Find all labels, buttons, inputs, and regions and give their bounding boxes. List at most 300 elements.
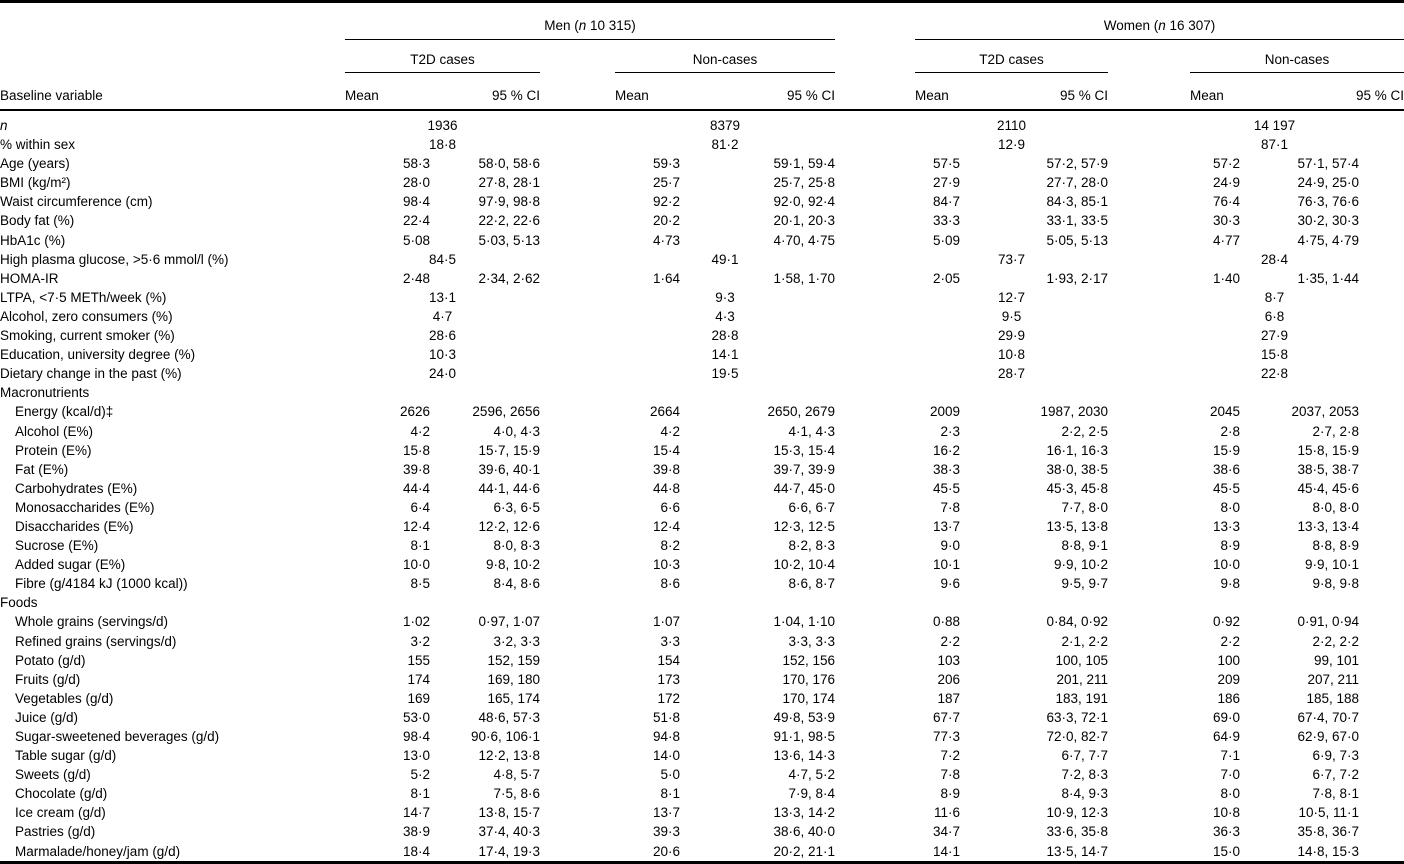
ci-cell: 185, 188 [1306, 690, 1360, 706]
subgroup-women-non-cases: Non-cases [1190, 40, 1404, 73]
spacer-cell [1108, 498, 1190, 517]
spacer-cell [540, 479, 615, 498]
mean-cell: 155 [407, 652, 430, 668]
mean-cell: 59·3 [652, 156, 680, 172]
spacer-cell [835, 612, 915, 631]
mean-cell: 10·8 [1212, 805, 1241, 821]
ci-cell: 97·9, 98·8 [478, 194, 540, 210]
mean-cell: 13·0 [402, 748, 430, 764]
mean-cell: 51·8 [652, 709, 680, 725]
spacer-cell [1108, 364, 1190, 383]
mean-cell: 2664 [649, 404, 680, 420]
ci-cell: 6·7, 7·7 [1061, 748, 1109, 764]
row-label: Sucrose (E%) [15, 538, 99, 554]
ci-cell: 25·7, 25·8 [773, 175, 836, 191]
ci-cell: 8·0, 8·3 [493, 538, 540, 554]
mean-cell: 9·0 [940, 538, 961, 554]
ci-cell: 2·2, 2·5 [1061, 423, 1109, 439]
row-label: Added sugar (E%) [15, 557, 126, 573]
mean-cell: 69·0 [1212, 709, 1241, 725]
value-cell: 13·1 [428, 289, 457, 305]
ci-cell: 10·9, 12·3 [1046, 805, 1109, 821]
table-row [0, 670, 1404, 689]
spacer-cell [835, 632, 915, 651]
row-label: Education, university degree (%) [0, 347, 196, 363]
spacer-cell [540, 842, 615, 863]
ci-cell: 1·04, 1·10 [773, 614, 836, 630]
table-row [0, 110, 1404, 135]
value-cell: 15·8 [1261, 347, 1289, 363]
ci-cell: 201, 211 [1056, 671, 1109, 687]
mean-cell: 7·1 [1220, 748, 1241, 764]
mean-cell: 12·4 [652, 518, 680, 534]
spacer-cell [540, 498, 615, 517]
ci-cell: 76·3, 76·6 [1297, 194, 1360, 210]
mean-cell: 7·8 [940, 767, 961, 783]
mean-cell: 76·4 [1212, 194, 1241, 210]
ci-cell: 0·84, 0·92 [1046, 614, 1109, 630]
ci-cell: 33·6, 35·8 [1046, 824, 1109, 840]
row-label: Monosaccharides (E%) [15, 499, 155, 515]
value-cell: 28·8 [711, 328, 739, 344]
table-row [0, 632, 1404, 651]
spacer-cell [1108, 536, 1190, 555]
ci-cell: 9·9, 10·2 [1053, 557, 1109, 573]
spacer-cell [1108, 651, 1190, 670]
table-row [0, 574, 1404, 593]
mean-cell: 2626 [399, 404, 430, 420]
ci-header-women-noncases: 95 % CI [1240, 73, 1404, 111]
mean-cell: 187 [937, 690, 961, 706]
row-label: Sugar-sweetened beverages (g/d) [15, 729, 220, 744]
value-cell: 2110 [997, 118, 1027, 133]
mean-cell: 8·5 [410, 576, 430, 592]
ci-cell: 4·7, 5·2 [788, 767, 836, 783]
mean-cell: 18·4 [402, 843, 430, 859]
ci-cell: 170, 176 [782, 671, 836, 687]
table-row [0, 784, 1404, 803]
spacer-cell [835, 651, 915, 670]
mean-cell: 8·1 [660, 786, 680, 802]
stub-header: Baseline variable [0, 2, 345, 111]
mean-cell: 0·92 [1212, 614, 1241, 630]
ci-cell: 13·3, 13·4 [1297, 518, 1360, 534]
mean-cell: 33·3 [932, 213, 961, 229]
spacer-cell [1108, 670, 1190, 689]
ci-cell: 58·0, 58·6 [478, 156, 540, 172]
mean-cell: 57·5 [932, 156, 961, 172]
table-row [0, 192, 1404, 211]
value-cell: 12·7 [998, 289, 1026, 305]
spacer-cell [1108, 842, 1190, 863]
row-label: Refined grains (servings/d) [15, 633, 177, 649]
spacer-cell [835, 40, 915, 73]
ci-cell: 1987, 2030 [1040, 404, 1109, 420]
ci-cell: 4·8, 5·7 [493, 767, 540, 783]
ci-cell: 3·3, 3·3 [788, 633, 836, 649]
value-cell: 27·9 [1261, 328, 1289, 344]
ci-cell: 4·70, 4·75 [773, 232, 836, 248]
mean-cell: 13·3 [1212, 518, 1241, 534]
mean-cell: 98·4 [402, 729, 430, 744]
mean-cell: 15·0 [1212, 843, 1241, 859]
spacer-cell [540, 632, 615, 651]
spacer-cell [1108, 555, 1190, 574]
group-header-row [0, 2, 1404, 40]
mean-cell: 103 [937, 652, 961, 668]
spacer-cell [1108, 269, 1190, 288]
row-label: Body fat (%) [0, 213, 75, 229]
row-label: Potato (g/d) [15, 652, 86, 668]
row-label: Vegetables (g/d) [15, 690, 114, 706]
ci-header-men-noncases: 95 % CI [680, 73, 835, 111]
mean-cell: 7·0 [1220, 767, 1241, 783]
spacer-cell [835, 670, 915, 689]
spacer-cell [1108, 422, 1190, 441]
row-label: Pastries (g/d) [15, 824, 96, 840]
spacer-cell [835, 441, 915, 460]
ci-cell: 13·5, 14·7 [1046, 843, 1109, 859]
mean-cell: 13·7 [932, 518, 961, 534]
ci-cell: 1·35, 1·44 [1297, 270, 1360, 286]
mean-cell: 45·5 [1212, 480, 1241, 496]
mean-cell: 8·1 [410, 538, 430, 554]
row-label: % within sex [0, 137, 76, 153]
ci-cell: 7·8, 8·1 [1312, 786, 1360, 802]
ci-cell: 2·2, 2·2 [1312, 633, 1360, 649]
value-cell: 9·5 [1001, 308, 1022, 324]
spacer-cell [540, 250, 615, 269]
mean-cell: 8·6 [660, 576, 680, 592]
row-label: Table sugar (g/d) [15, 748, 117, 764]
spacer-cell [1108, 803, 1190, 822]
spacer-cell [540, 288, 615, 307]
ci-cell: 17·4, 19·3 [478, 843, 540, 859]
spacer-cell [1108, 574, 1190, 593]
spacer-cell [1108, 765, 1190, 784]
mean-cell: 15·9 [1212, 442, 1241, 458]
mean-cell: 2045 [1209, 404, 1241, 420]
spacer-cell [1108, 40, 1190, 73]
table-row [0, 689, 1404, 708]
ci-cell: 62·9, 67·0 [1297, 729, 1360, 744]
spacer-cell [540, 517, 615, 536]
ci-cell: 5·03, 5·13 [478, 232, 540, 248]
spacer-cell [835, 110, 915, 135]
spacer-cell [835, 517, 915, 536]
mean-cell: 169 [407, 690, 430, 706]
ci-cell: 45·4, 45·6 [1297, 480, 1360, 496]
table-row [0, 803, 1404, 822]
spacer-cell [540, 364, 615, 383]
spacer-cell [835, 154, 915, 173]
mean-cell: 25·7 [652, 175, 680, 191]
value-cell: 81·2 [711, 137, 739, 153]
spacer-cell [540, 173, 615, 192]
table-row [0, 536, 1404, 555]
ci-cell: 15·7, 15·9 [478, 442, 540, 458]
ci-cell: 38·0, 38·5 [1046, 461, 1109, 477]
spacer-cell [835, 307, 915, 326]
ci-cell: 38·6, 40·0 [773, 824, 836, 840]
row-label: Protein (E%) [15, 442, 92, 458]
ci-cell: 15·3, 15·4 [773, 442, 836, 458]
ci-cell: 39·6, 40·1 [478, 461, 540, 477]
ci-cell: 8·6, 8·7 [788, 576, 836, 592]
spacer-cell [835, 746, 915, 765]
row-label: Carbohydrates (E%) [15, 480, 138, 496]
table-row [0, 555, 1404, 574]
spacer-cell [835, 135, 915, 154]
ci-cell: 8·8, 9·1 [1061, 538, 1109, 554]
ci-cell: 165, 174 [487, 690, 540, 706]
table-row [0, 250, 1404, 269]
spacer-cell [1108, 708, 1190, 727]
spacer-cell [540, 402, 615, 421]
value-cell: 14 197 [1253, 118, 1296, 133]
mean-cell: 12·4 [402, 518, 430, 534]
spacer-cell [540, 326, 615, 345]
spacer-cell [1108, 307, 1190, 326]
table-row [0, 173, 1404, 192]
row-label: Macronutrients [0, 385, 90, 401]
ci-cell: 84·3, 85·1 [1046, 194, 1109, 210]
mean-cell: 14·0 [652, 748, 680, 764]
table-row [0, 364, 1404, 383]
subgroup-men-non-cases: Non-cases [615, 40, 835, 73]
spacer-cell [835, 269, 915, 288]
spacer-cell [835, 842, 915, 863]
spacer-cell [1108, 73, 1190, 111]
spacer-cell [540, 154, 615, 173]
ci-cell: 48·6, 57·3 [478, 709, 540, 725]
ci-cell: 10·5, 11·1 [1298, 805, 1360, 821]
row-label: HOMA-IR [0, 270, 59, 286]
mean-cell: 7·8 [940, 499, 961, 515]
ci-cell: 9·5, 9·7 [1061, 576, 1109, 592]
spacer-cell [540, 574, 615, 593]
mean-cell: 94·8 [652, 729, 680, 744]
mean-cell: 8·9 [1220, 538, 1241, 554]
ci-cell: 92·0, 92·4 [773, 194, 836, 210]
spacer-cell [835, 422, 915, 441]
mean-cell: 2·2 [1220, 633, 1241, 649]
mean-cell: 39·3 [652, 824, 680, 840]
table-row [0, 154, 1404, 173]
ci-cell: 45·3, 45·8 [1046, 480, 1109, 496]
spacer-cell [835, 345, 915, 364]
spacer-cell [835, 192, 915, 211]
mean-header-women-t2d: Mean [915, 73, 960, 111]
spacer-cell [835, 460, 915, 479]
ci-cell: 170, 174 [782, 690, 836, 706]
table-body [0, 110, 1404, 862]
spacer-cell [540, 651, 615, 670]
value-cell: 28·7 [998, 366, 1026, 382]
value-cell: 84·5 [428, 251, 457, 267]
ci-cell: 4·75, 4·79 [1297, 232, 1360, 248]
table-row [0, 441, 1404, 460]
spacer-cell [540, 670, 615, 689]
mean-cell: 44·4 [402, 480, 430, 496]
row-label: Foods [0, 595, 38, 611]
mean-cell: 5·09 [932, 232, 961, 248]
group-header-women: Women (n 16 307) [915, 2, 1404, 40]
table-row [0, 402, 1404, 421]
mean-cell: 10·1 [932, 557, 961, 573]
spacer-cell [835, 211, 915, 230]
spacer-cell [1108, 784, 1190, 803]
spacer-cell [540, 708, 615, 727]
value-cell: 28·4 [1261, 251, 1289, 267]
ci-cell: 2·34, 2·62 [478, 270, 540, 286]
spacer-cell [1108, 154, 1190, 173]
spacer-cell [540, 135, 615, 154]
spacer-cell [1108, 135, 1190, 154]
spacer-cell [835, 479, 915, 498]
ci-cell: 22·2, 22·6 [478, 213, 540, 229]
spacer-cell [835, 364, 915, 383]
spacer-cell [835, 288, 915, 307]
spacer-cell [540, 110, 615, 135]
spacer-cell [540, 822, 615, 841]
row-label: Energy (kcal/d)‡ [15, 404, 114, 420]
ci-cell: 27·8, 28·1 [478, 175, 540, 191]
value-cell: 19·5 [711, 366, 739, 382]
ci-cell: 8·2, 8·3 [788, 538, 836, 554]
ci-cell: 49·8, 53·9 [773, 709, 836, 725]
spacer-cell [835, 250, 915, 269]
spacer-cell [540, 307, 615, 326]
ci-cell: 63·3, 72·1 [1046, 709, 1109, 725]
value-cell: 8379 [709, 118, 741, 133]
spacer-cell [540, 727, 615, 746]
mean-cell: 27·9 [932, 175, 961, 191]
spacer-cell [1108, 517, 1190, 536]
spacer-cell [1108, 746, 1190, 765]
spacer-cell [1108, 110, 1190, 135]
value-cell: 9·3 [715, 289, 735, 305]
table-row [0, 727, 1404, 746]
mean-cell: 1·40 [1212, 270, 1241, 286]
ci-cell: 7·9, 8·4 [788, 786, 836, 802]
row-label: Fat (E%) [15, 461, 69, 477]
ci-cell: 1·93, 2·17 [1046, 270, 1109, 286]
mean-cell: 58·3 [402, 156, 430, 172]
ci-cell: 4·1, 4·3 [788, 423, 836, 439]
mean-cell: 34·7 [932, 824, 961, 840]
table-row [0, 498, 1404, 517]
spacer-cell [540, 536, 615, 555]
mean-cell: 14·1 [932, 843, 961, 859]
table-row [0, 326, 1404, 345]
ci-cell: 35·8, 36·7 [1297, 824, 1360, 840]
spacer-cell [1108, 345, 1190, 364]
row-label: High plasma glucose, >5·6 mmol/l (%) [0, 251, 229, 267]
ci-header-women-t2d: 95 % CI [960, 73, 1108, 111]
value-cell: 10·3 [428, 347, 457, 363]
mean-cell: 4·2 [660, 423, 680, 439]
spacer-cell [540, 460, 615, 479]
row-label: LTPA, <7·5 METh/week (%) [0, 289, 167, 305]
ci-cell: 5·05, 5·13 [1046, 232, 1109, 248]
mean-cell: 39·8 [402, 461, 430, 477]
mean-cell: 8·0 [1220, 786, 1241, 802]
row-label: Sweets (g/d) [15, 767, 91, 783]
mean-cell: 15·8 [402, 442, 430, 458]
ci-cell: 8·4, 8·6 [493, 576, 540, 592]
mean-cell: 8·9 [940, 786, 961, 802]
spacer-cell [835, 326, 915, 345]
spacer-cell [835, 727, 915, 746]
mean-cell: 0·88 [932, 614, 961, 630]
ci-cell: 183, 191 [1055, 690, 1109, 706]
mean-cell: 4·73 [652, 232, 680, 248]
mean-cell: 172 [657, 690, 680, 706]
ci-cell: 16·1, 16·3 [1046, 442, 1109, 458]
table-row [0, 612, 1404, 631]
spacer-cell [540, 803, 615, 822]
ci-cell: 14·8, 15·3 [1297, 843, 1360, 859]
ci-cell: 37·4, 40·3 [478, 824, 540, 840]
spacer-cell [835, 2, 915, 40]
table-row [0, 422, 1404, 441]
ci-cell: 8·8, 8·9 [1312, 538, 1360, 554]
value-cell: 73·7 [998, 251, 1026, 267]
spacer-cell [540, 345, 615, 364]
value-cell: 8·7 [1264, 289, 1285, 305]
spacer-cell [1108, 460, 1190, 479]
mean-cell: 20·2 [652, 213, 680, 229]
table-row [0, 307, 1404, 326]
ci-cell: 39·7, 39·9 [773, 461, 836, 477]
table-row [0, 211, 1404, 230]
ci-cell: 12·2, 12·6 [478, 518, 540, 534]
row-label: Fibre (g/4184 kJ (1000 kcal)) [15, 576, 188, 592]
mean-cell: 11·6 [933, 805, 961, 821]
row-label: Marmalade/honey/jam (g/d) [15, 843, 181, 859]
mean-cell: 28·0 [402, 175, 430, 191]
subgroup-men-t2d-cases: T2D cases [345, 40, 540, 73]
ci-cell: 13·5, 13·8 [1046, 518, 1109, 534]
mean-cell: 6·4 [410, 499, 430, 515]
mean-cell: 20·6 [652, 843, 680, 859]
spacer-cell [835, 784, 915, 803]
value-cell: 87·1 [1261, 137, 1289, 153]
spacer-cell [540, 765, 615, 784]
mean-cell: 5·2 [410, 767, 430, 783]
mean-cell: 38·3 [932, 461, 961, 477]
ci-cell: 33·1, 33·5 [1046, 213, 1109, 229]
ci-cell: 0·97, 1·07 [478, 614, 540, 630]
mean-cell: 38·6 [1212, 461, 1241, 477]
spacer-cell [835, 498, 915, 517]
ci-header-men-t2d: 95 % CI [430, 73, 540, 111]
table-header [0, 2, 1404, 111]
ci-cell: 44·7, 45·0 [773, 480, 836, 496]
mean-cell: 3·3 [660, 633, 680, 649]
value-cell: 49·1 [711, 251, 739, 267]
ci-cell: 1·58, 1·70 [773, 270, 836, 286]
mean-header-women-noncases: Mean [1190, 73, 1240, 111]
mean-cell: 5·0 [660, 767, 680, 783]
mean-cell: 2009 [929, 404, 961, 420]
mean-cell: 9·8 [1220, 576, 1241, 592]
mean-cell: 174 [407, 671, 430, 687]
ci-cell: 6·3, 6·5 [493, 499, 540, 515]
mean-cell: 98·4 [402, 194, 430, 210]
subgroup-women-t2d-cases: T2D cases [915, 40, 1108, 73]
